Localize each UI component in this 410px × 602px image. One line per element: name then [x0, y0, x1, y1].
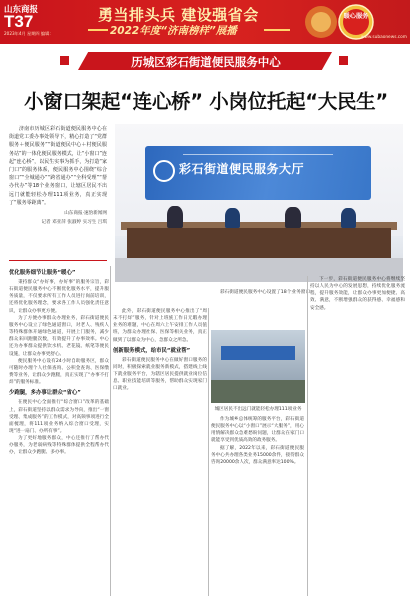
column-2: [113, 308, 207, 596]
section-1-paragraph: 秉持群众“办好事，办好事”的服务宗旨，彩石街道便民服务中心不断优化服务水平，提升服务质量，不仅要求所有工作人员进行岗前培训，还将优化服务理念，要求各工作人员强化责任意识，让群众办事更方便。: [9, 280, 109, 314]
lead-divider: [9, 260, 107, 261]
page-number: T37: [4, 12, 34, 31]
section-1-heading: 优化服务细节让服务“暖心”: [9, 270, 76, 276]
section-3-paragraph: 此外，彩石街道便民服务中心推出了“周末不打烊”服务，针对上班族工作日无暇办理业务的难题，中心在周六上午安排工作人员值班，为群众办理社保、医保等相关业务，真正做到了以群众为中心，急群众之所急。: [113, 309, 207, 343]
building-sign: [221, 346, 295, 360]
section-2-paragraph: 在便民中心全面推行“综合窗口”改革的基础上，彩石街道坚持以群众需求为导向，推出“一窗受理、集成服务”的工作模式，对高频事项进行全面梳理，将111项业务纳入综合窗口受理，实现“进一扇门、办所有事”。: [9, 400, 109, 434]
byline-reporters: 记者 邓亚萍 张淑婷 实习生 吕琪: [41, 220, 107, 226]
staff-figure: [167, 206, 183, 228]
section-5-paragraph: 据了解，2022年以来，彩石街道便民服务中心共办理各类业务15000余件，接待群众咨询20000余人次，群众满意率达100%。: [211, 445, 304, 465]
byline-outlet: 山东商报·速豹新闻网: [64, 211, 107, 217]
column-divider: [307, 276, 308, 596]
section-4-heading: 创新服务模式，给市民“就业帮”: [113, 347, 191, 354]
section-5-paragraph: 作为城乡总体统筹的服务平台，彩石街道便民服务中心以“小窗口”展示“大服务”，用心用情解决群众急难愁盼问题，让群众在家门口就能享受到优质高效的政务服务。: [211, 417, 304, 444]
section-banner: [58, 52, 350, 70]
staff-figure: [225, 208, 240, 228]
header-subtitle: 2022年度“济南榜样”展播: [110, 25, 237, 37]
hall-sign-text: 彩石街道便民服务大厅: [179, 162, 305, 176]
badge-label: 暖心服务: [343, 13, 369, 20]
column-3: [211, 416, 304, 596]
website-url: www.subaonews.com: [360, 35, 407, 40]
hall-sign: [145, 146, 371, 200]
section-2-heading: 少跑腿，多办事让群众“省心”: [9, 390, 81, 397]
service-hall-photo: [115, 124, 403, 282]
issue-date: 2023年4月 星期四 编辑：: [4, 31, 54, 36]
section-1-paragraph: 便民服务中心设有24小时自助服务区，群众可随时办理个人社保查询、公积金查询、医保缴费等业务，让群众少跑腿，真正实现了“办事不打烊”的服务标准。: [9, 358, 109, 386]
column-divider: [208, 308, 209, 596]
subtitle-rule-right: [264, 29, 290, 31]
section-1-paragraph: 为了方便办事群众办理业务，彩石街道便民服务中心设立了绿色通道窗口，对老人、残疾人等特殊群体开通绿色通道，开展上门服务，减少群众来回跑腿次数，有效提升了办事效率。中心还为办事群众提供饮水机、老花镜、纸笔等便民设施，让群众办事更舒心。: [9, 315, 109, 357]
column-divider: [110, 266, 111, 596]
emblem-icon: [153, 160, 175, 182]
section-2-paragraph: 为了更好地服务群众，中心还推行了帮办代办服务，为老弱病残等特殊群体提供全程帮办代办，让群众少跑腿、多办事。: [9, 436, 109, 456]
photo-1-caption: 彩石街道便民服务中心设置了18个业务窗口: [219, 290, 311, 295]
service-center-exterior-photo: [211, 330, 305, 403]
photo-2-caption: 城区居民不出远门就能轻松办理111项业务: [214, 407, 302, 412]
plaza-ground: [211, 380, 305, 403]
subtitle-rule-left: [88, 29, 108, 31]
sign-line: [183, 154, 333, 155]
section-4-paragraph: 彩石街道便民服务中心在做好窗口服务的同时，积极探索就业服务新模式，搭建线上线下就业服务平台，为辖区居民提供就业岗位信息、职业技能培训等服务，帮助群众实现家门口就业。: [113, 357, 207, 392]
article-headline: 小窗口架起“连心桥” 小岗位托起“大民生”: [24, 90, 388, 113]
staff-figure: [285, 207, 301, 228]
lead-paragraph: 济南市历城区彩石街道便民服务中心在街道党工委办事处领导下，精心打造了“党群服务＋便民服务”“街道便民中心＋村便民服务站”的一体化便民服务模式，让“小窗口”连起“连心桥”，以民生实事为抓手，为打造“家门口”的服务体系，便民服务中心围绕“综合窗口”“全城通办”“跨省通办”“全科受理”“帮办代办”等18个业务窗口，让辖区居民不出远门就能轻松办理111项业务，真正实现了“服务零距离”。: [9, 126, 107, 206]
page-header: [0, 0, 410, 44]
section-5-paragraph: 下一步，彩石街道便民服务中心将继续坚持以人民为中心的发展思想，持续优化服务流程，提升服务效能，让群众办事更加便捷、高效、满意，不断增强群众的获得感、幸福感和安全感。: [310, 277, 405, 311]
banner-square-right: [339, 56, 348, 65]
lead-paragraph-block: [9, 125, 107, 228]
header-slogan: 勇当排头兵 建设强省会: [98, 6, 259, 24]
newspaper-name: 山东商报: [4, 5, 39, 15]
banner-text: 历城区彩石街道便民服务中心: [131, 55, 281, 69]
column-4: [310, 276, 405, 596]
column-1: [9, 266, 109, 596]
staff-figure: [341, 208, 356, 228]
banner-square-left: [60, 56, 69, 65]
service-counter: [127, 228, 391, 258]
